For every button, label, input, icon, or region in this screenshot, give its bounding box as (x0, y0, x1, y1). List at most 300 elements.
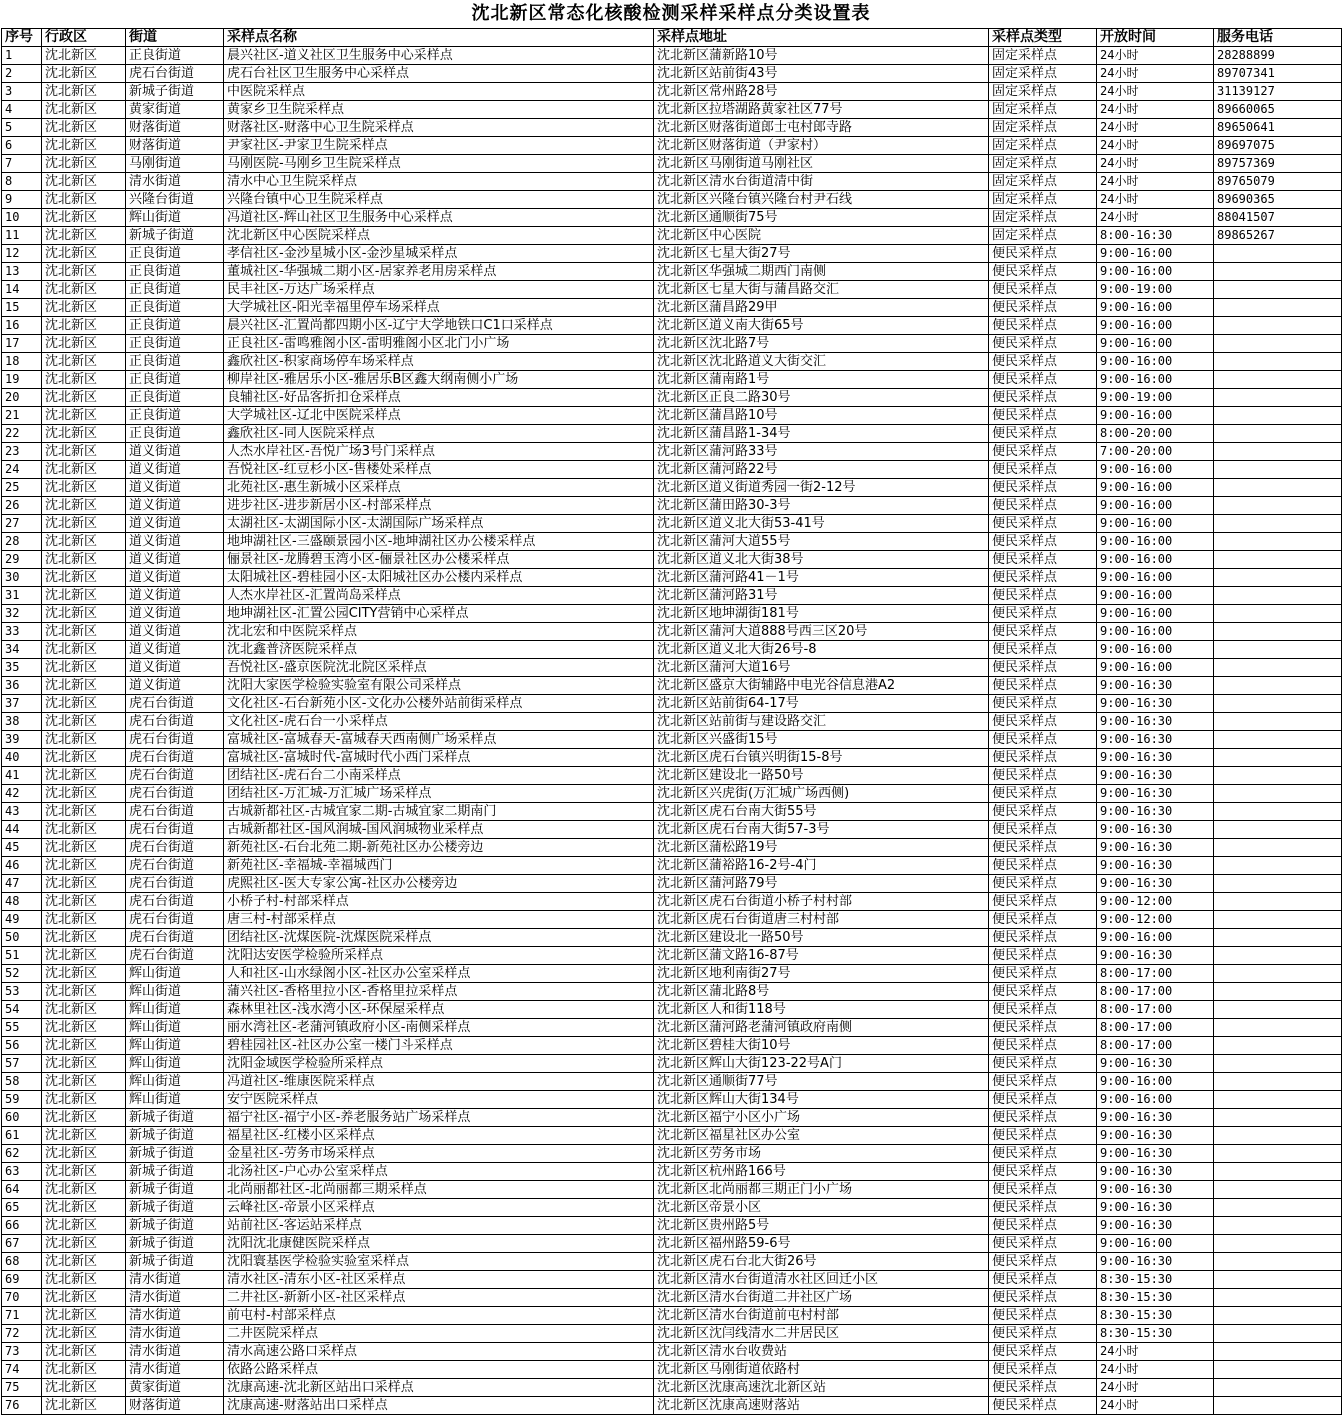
cell-district: 沈北新区 (42, 587, 126, 605)
cell-site-name: 富城社区-富城时代-富城时代小西门采样点 (224, 749, 654, 767)
cell-index: 3 (2, 83, 42, 101)
cell-street: 清水街道 (126, 1271, 224, 1289)
table-row (2, 803, 1342, 821)
cell-open-hours: 9:00-16:00 (1097, 551, 1214, 569)
cell-district: 沈北新区 (42, 893, 126, 911)
cell-index: 56 (2, 1037, 42, 1055)
cell-phone (1214, 1361, 1342, 1379)
cell-index: 23 (2, 443, 42, 461)
cell-address: 沈北新区虎石台北大街26号 (654, 1253, 989, 1271)
table-row (2, 785, 1342, 803)
cell-phone (1214, 1163, 1342, 1181)
cell-street: 正良街道 (126, 47, 224, 65)
cell-open-hours: 9:00-16:30 (1097, 947, 1214, 965)
cell-street: 道义街道 (126, 461, 224, 479)
cell-site-type: 便民采样点 (989, 785, 1097, 803)
cell-open-hours: 9:00-16:30 (1097, 677, 1214, 695)
cell-district: 沈北新区 (42, 1127, 126, 1145)
cell-district: 沈北新区 (42, 1379, 126, 1397)
cell-site-type: 便民采样点 (989, 1343, 1097, 1361)
cell-open-hours: 9:00-16:00 (1097, 245, 1214, 263)
cell-district: 沈北新区 (42, 965, 126, 983)
cell-index: 11 (2, 227, 42, 245)
cell-district: 沈北新区 (42, 1019, 126, 1037)
cell-site-name: 人杰水岸社区-汇置尚岛采样点 (224, 587, 654, 605)
cell-site-name: 新苑社区-石台北苑二期-新苑社区办公楼旁边 (224, 839, 654, 857)
cell-index: 12 (2, 245, 42, 263)
cell-address: 沈北新区建设北一路50号 (654, 929, 989, 947)
cell-street: 正良街道 (126, 335, 224, 353)
cell-phone (1214, 299, 1342, 317)
cell-site-type: 便民采样点 (989, 1163, 1097, 1181)
cell-address: 沈北新区蒲北路8号 (654, 983, 989, 1001)
cell-site-name: 虎熙社区-医大专家公寓-社区办公楼旁边 (224, 875, 654, 893)
column-header-site-type: 采样点类型 (989, 29, 1097, 47)
cell-index: 40 (2, 749, 42, 767)
cell-district: 沈北新区 (42, 569, 126, 587)
cell-index: 57 (2, 1055, 42, 1073)
table-row (2, 317, 1342, 335)
cell-phone: 89757369 (1214, 155, 1342, 173)
cell-district: 沈北新区 (42, 623, 126, 641)
table-row (2, 1181, 1342, 1199)
cell-site-name: 孝信社区-金沙星城小区-金沙星城采样点 (224, 245, 654, 263)
cell-phone: 89650641 (1214, 119, 1342, 137)
cell-phone (1214, 641, 1342, 659)
cell-phone (1214, 695, 1342, 713)
table-row (2, 353, 1342, 371)
cell-site-type: 便民采样点 (989, 857, 1097, 875)
cell-index: 25 (2, 479, 42, 497)
cell-open-hours: 8:00-17:00 (1097, 983, 1214, 1001)
cell-address: 沈北新区人和街118号 (654, 1001, 989, 1019)
cell-phone (1214, 857, 1342, 875)
table-row (2, 1325, 1342, 1343)
cell-index: 76 (2, 1397, 42, 1415)
cell-street: 道义街道 (126, 641, 224, 659)
cell-index: 9 (2, 191, 42, 209)
cell-open-hours: 9:00-16:30 (1097, 695, 1214, 713)
cell-street: 正良街道 (126, 281, 224, 299)
cell-street: 虎石台街道 (126, 767, 224, 785)
cell-address: 沈北新区虎石台镇兴明街15-8号 (654, 749, 989, 767)
cell-address: 沈北新区盛京大街辅路中电光谷信息港A2 (654, 677, 989, 695)
cell-index: 28 (2, 533, 42, 551)
cell-street: 新城子街道 (126, 1181, 224, 1199)
table-row (2, 587, 1342, 605)
cell-phone (1214, 353, 1342, 371)
cell-site-name: 冯道社区-辉山社区卫生服务中心采样点 (224, 209, 654, 227)
cell-site-type: 便民采样点 (989, 821, 1097, 839)
cell-district: 沈北新区 (42, 1145, 126, 1163)
cell-street: 道义街道 (126, 569, 224, 587)
cell-phone (1214, 1109, 1342, 1127)
cell-address: 沈北新区蒲河路41－1号 (654, 569, 989, 587)
cell-open-hours: 9:00-16:00 (1097, 497, 1214, 515)
table-row (2, 173, 1342, 191)
cell-address: 沈北新区蒲河路22号 (654, 461, 989, 479)
cell-street: 正良街道 (126, 425, 224, 443)
cell-street: 虎石台街道 (126, 929, 224, 947)
cell-open-hours: 8:30-15:30 (1097, 1307, 1214, 1325)
cell-site-name: 云峰社区-帝景小区采样点 (224, 1199, 654, 1217)
cell-site-type: 便民采样点 (989, 245, 1097, 263)
table-row (2, 1109, 1342, 1127)
cell-address: 沈北新区蒲河大道55号 (654, 533, 989, 551)
cell-site-name: 吾悦社区-红豆杉小区-售楼处采样点 (224, 461, 654, 479)
cell-open-hours: 9:00-16:00 (1097, 659, 1214, 677)
table-row (2, 893, 1342, 911)
cell-phone (1214, 731, 1342, 749)
cell-phone (1214, 677, 1342, 695)
table-row (2, 335, 1342, 353)
cell-open-hours: 24小时 (1097, 47, 1214, 65)
cell-index: 17 (2, 335, 42, 353)
cell-district: 沈北新区 (42, 767, 126, 785)
cell-open-hours: 9:00-16:30 (1097, 821, 1214, 839)
cell-site-name: 文化社区-石台新苑小区-文化办公楼外站前街采样点 (224, 695, 654, 713)
table-row (2, 47, 1342, 65)
cell-district: 沈北新区 (42, 929, 126, 947)
cell-address: 沈北新区清水台街道前屯村村部 (654, 1307, 989, 1325)
cell-site-type: 固定采样点 (989, 47, 1097, 65)
cell-index: 51 (2, 947, 42, 965)
cell-district: 沈北新区 (42, 101, 126, 119)
cell-address: 沈北新区华强城二期西门南侧 (654, 263, 989, 281)
cell-district: 沈北新区 (42, 785, 126, 803)
cell-district: 沈北新区 (42, 875, 126, 893)
cell-address: 沈北新区站前街与建设路交汇 (654, 713, 989, 731)
cell-index: 41 (2, 767, 42, 785)
cell-phone (1214, 407, 1342, 425)
cell-phone (1214, 335, 1342, 353)
cell-address: 沈北新区北尚丽都三期正门小广场 (654, 1181, 989, 1199)
cell-district: 沈北新区 (42, 479, 126, 497)
cell-street: 马刚街道 (126, 155, 224, 173)
table-row (2, 1217, 1342, 1235)
cell-open-hours: 9:00-16:30 (1097, 1181, 1214, 1199)
cell-site-name: 人和社区-山水绿阁小区-社区办公室采样点 (224, 965, 654, 983)
cell-district: 沈北新区 (42, 803, 126, 821)
cell-address: 沈北新区站前街64-17号 (654, 695, 989, 713)
cell-site-type: 便民采样点 (989, 1379, 1097, 1397)
cell-open-hours: 9:00-16:30 (1097, 731, 1214, 749)
cell-street: 道义街道 (126, 551, 224, 569)
cell-district: 沈北新区 (42, 389, 126, 407)
cell-phone (1214, 893, 1342, 911)
cell-district: 沈北新区 (42, 1217, 126, 1235)
cell-index: 62 (2, 1145, 42, 1163)
cell-site-name: 冯道社区-维康医院采样点 (224, 1073, 654, 1091)
cell-address: 沈北新区马刚街道依路村 (654, 1361, 989, 1379)
cell-district: 沈北新区 (42, 425, 126, 443)
cell-phone (1214, 1073, 1342, 1091)
cell-phone (1214, 839, 1342, 857)
cell-district: 沈北新区 (42, 263, 126, 281)
cell-open-hours: 24小时 (1097, 173, 1214, 191)
cell-open-hours: 9:00-16:30 (1097, 1055, 1214, 1073)
table-title: 沈北新区常态化核酸检测采样采样点分类设置表 (471, 3, 871, 24)
cell-site-name: 二井社区-新新小区-社区采样点 (224, 1289, 654, 1307)
cell-site-name: 古城新都社区-古城宜家二期-古城宜家二期南门 (224, 803, 654, 821)
cell-district: 沈北新区 (42, 65, 126, 83)
table-row (2, 605, 1342, 623)
cell-site-name: 人杰水岸社区-吾悦广场3号门采样点 (224, 443, 654, 461)
cell-open-hours: 8:30-15:30 (1097, 1325, 1214, 1343)
cell-address: 沈北新区贵州路5号 (654, 1217, 989, 1235)
cell-site-name: 小桥子村-村部采样点 (224, 893, 654, 911)
cell-site-name: 地坤湖社区-三盛颐景园小区-地坤湖社区办公楼采样点 (224, 533, 654, 551)
table-row (2, 821, 1342, 839)
cell-address: 沈北新区蒲昌路29甲 (654, 299, 989, 317)
cell-site-type: 便民采样点 (989, 1199, 1097, 1217)
cell-open-hours: 24小时 (1097, 83, 1214, 101)
cell-address: 沈北新区虎石台南大街55号 (654, 803, 989, 821)
cell-street: 道义街道 (126, 479, 224, 497)
cell-site-name: 沈阳大家医学检验实验室有限公司采样点 (224, 677, 654, 695)
cell-district: 沈北新区 (42, 749, 126, 767)
cell-address: 沈北新区辉山大街134号 (654, 1091, 989, 1109)
table-body (2, 47, 1342, 1415)
cell-open-hours: 9:00-16:30 (1097, 749, 1214, 767)
cell-address: 沈北新区福宁小区小广场 (654, 1109, 989, 1127)
cell-open-hours: 9:00-16:00 (1097, 353, 1214, 371)
cell-street: 辉山街道 (126, 1073, 224, 1091)
cell-address: 沈北新区沈康高速沈北新区站 (654, 1379, 989, 1397)
cell-site-name: 森林里社区-浅水湾小区-环保屋采样点 (224, 1001, 654, 1019)
cell-index: 43 (2, 803, 42, 821)
cell-address: 沈北新区清水台街道二井社区广场 (654, 1289, 989, 1307)
cell-site-name: 鑫欣社区-同人医院采样点 (224, 425, 654, 443)
cell-address: 沈北新区兴虎街(万汇城广场西侧) (654, 785, 989, 803)
cell-district: 沈北新区 (42, 947, 126, 965)
cell-phone (1214, 659, 1342, 677)
table-row (2, 623, 1342, 641)
cell-district: 沈北新区 (42, 641, 126, 659)
cell-open-hours: 9:00-16:30 (1097, 1109, 1214, 1127)
cell-phone (1214, 1289, 1342, 1307)
cell-phone (1214, 1307, 1342, 1325)
cell-index: 34 (2, 641, 42, 659)
cell-index: 39 (2, 731, 42, 749)
cell-address: 沈北新区蒲文路16-87号 (654, 947, 989, 965)
table-row (2, 299, 1342, 317)
cell-index: 24 (2, 461, 42, 479)
cell-open-hours: 9:00-16:00 (1097, 515, 1214, 533)
cell-district: 沈北新区 (42, 857, 126, 875)
cell-address: 沈北新区沈北路7号 (654, 335, 989, 353)
table-row (2, 1073, 1342, 1091)
cell-site-type: 便民采样点 (989, 1001, 1097, 1019)
cell-index: 38 (2, 713, 42, 731)
cell-phone (1214, 497, 1342, 515)
table-row (2, 1199, 1342, 1217)
cell-phone (1214, 1199, 1342, 1217)
table-row (2, 551, 1342, 569)
cell-site-name: 福星社区-红楼小区采样点 (224, 1127, 654, 1145)
cell-site-name: 北尚丽都社区-北尚丽都三期采样点 (224, 1181, 654, 1199)
cell-open-hours: 9:00-16:00 (1097, 929, 1214, 947)
cell-open-hours: 9:00-16:00 (1097, 479, 1214, 497)
cell-district: 沈北新区 (42, 461, 126, 479)
cell-index: 13 (2, 263, 42, 281)
cell-open-hours: 9:00-16:00 (1097, 569, 1214, 587)
cell-district: 沈北新区 (42, 155, 126, 173)
cell-index: 26 (2, 497, 42, 515)
cell-district: 沈北新区 (42, 1199, 126, 1217)
table-row (2, 533, 1342, 551)
table-row (2, 1379, 1342, 1397)
cell-district: 沈北新区 (42, 551, 126, 569)
cell-index: 59 (2, 1091, 42, 1109)
table-row (2, 443, 1342, 461)
cell-site-type: 便民采样点 (989, 623, 1097, 641)
cell-site-type: 固定采样点 (989, 65, 1097, 83)
cell-open-hours: 9:00-16:30 (1097, 1253, 1214, 1271)
cell-index: 44 (2, 821, 42, 839)
cell-site-type: 便民采样点 (989, 497, 1097, 515)
cell-address: 沈北新区蒲河路老蒲河镇政府南侧 (654, 1019, 989, 1037)
column-header-index: 序号 (2, 29, 42, 47)
table-row (2, 137, 1342, 155)
cell-district: 沈北新区 (42, 227, 126, 245)
cell-address: 沈北新区道义街道秀园一街2-12号 (654, 479, 989, 497)
cell-phone (1214, 947, 1342, 965)
cell-street: 虎石台街道 (126, 821, 224, 839)
cell-phone (1214, 1217, 1342, 1235)
cell-site-name: 晨兴社区-道义社区卫生服务中心采样点 (224, 47, 654, 65)
cell-site-type: 便民采样点 (989, 695, 1097, 713)
cell-site-type: 固定采样点 (989, 137, 1097, 155)
cell-phone (1214, 713, 1342, 731)
cell-index: 55 (2, 1019, 42, 1037)
cell-address: 沈北新区沈康高速财落站 (654, 1397, 989, 1415)
table-row (2, 227, 1342, 245)
cell-open-hours: 9:00-16:00 (1097, 641, 1214, 659)
cell-open-hours: 24小时 (1097, 101, 1214, 119)
cell-site-name: 富城社区-富城春天-富城春天西南侧广场采样点 (224, 731, 654, 749)
cell-district: 沈北新区 (42, 983, 126, 1001)
cell-index: 72 (2, 1325, 42, 1343)
cell-site-name: 北汤社区-户心办公室采样点 (224, 1163, 654, 1181)
cell-site-type: 便民采样点 (989, 983, 1097, 1001)
cell-street: 道义街道 (126, 677, 224, 695)
cell-district: 沈北新区 (42, 1037, 126, 1055)
cell-address: 沈北新区蒲田路30-3号 (654, 497, 989, 515)
cell-site-type: 便民采样点 (989, 317, 1097, 335)
cell-district: 沈北新区 (42, 1073, 126, 1091)
column-header-district: 行政区 (42, 29, 126, 47)
cell-open-hours: 24小时 (1097, 1343, 1214, 1361)
cell-site-type: 便民采样点 (989, 1397, 1097, 1415)
cell-site-type: 便民采样点 (989, 749, 1097, 767)
cell-open-hours: 9:00-16:30 (1097, 1199, 1214, 1217)
cell-address: 沈北新区福州路59-6号 (654, 1235, 989, 1253)
cell-site-name: 鑫欣社区-积家商场停车场采样点 (224, 353, 654, 371)
cell-open-hours: 9:00-16:00 (1097, 1091, 1214, 1109)
cell-site-name: 黄家乡卫生院采样点 (224, 101, 654, 119)
table-row (2, 101, 1342, 119)
cell-site-type: 便民采样点 (989, 299, 1097, 317)
cell-phone (1214, 749, 1342, 767)
cell-site-name: 新苑社区-幸福城-幸福城西门 (224, 857, 654, 875)
cell-site-name: 良辅社区-好品客折扣仓采样点 (224, 389, 654, 407)
cell-index: 35 (2, 659, 42, 677)
cell-open-hours: 9:00-16:30 (1097, 1217, 1214, 1235)
cell-open-hours: 9:00-19:00 (1097, 389, 1214, 407)
table-row (2, 641, 1342, 659)
cell-index: 5 (2, 119, 42, 137)
cell-site-name: 柳岸社区-雅居乐小区-雅居乐B区鑫大纲南侧小广场 (224, 371, 654, 389)
cell-phone (1214, 1253, 1342, 1271)
table-row (2, 281, 1342, 299)
cell-open-hours: 9:00-16:00 (1097, 587, 1214, 605)
column-header-address: 采样点地址 (654, 29, 989, 47)
cell-site-type: 便民采样点 (989, 1037, 1097, 1055)
cell-index: 20 (2, 389, 42, 407)
cell-site-name: 沈康高速-财落站出口采样点 (224, 1397, 654, 1415)
table-row (2, 119, 1342, 137)
cell-address: 沈北新区清水台收费站 (654, 1343, 989, 1361)
cell-street: 辉山街道 (126, 965, 224, 983)
cell-site-type: 便民采样点 (989, 839, 1097, 857)
cell-site-name: 董城社区-华强城二期小区-居家养老用房采样点 (224, 263, 654, 281)
cell-site-name: 沈阳达安医学检验所采样点 (224, 947, 654, 965)
cell-street: 黄家街道 (126, 101, 224, 119)
cell-site-type: 便民采样点 (989, 1307, 1097, 1325)
cell-district: 沈北新区 (42, 1181, 126, 1199)
cell-site-name: 沈北新区中心医院采样点 (224, 227, 654, 245)
column-header-phone: 服务电话 (1214, 29, 1342, 47)
cell-phone (1214, 1379, 1342, 1397)
cell-address: 沈北新区蒲河路31号 (654, 587, 989, 605)
cell-site-type: 固定采样点 (989, 83, 1097, 101)
cell-district: 沈北新区 (42, 353, 126, 371)
cell-address: 沈北新区蒲松路19号 (654, 839, 989, 857)
cell-address: 沈北新区正良二路30号 (654, 389, 989, 407)
column-header-street: 街道 (126, 29, 224, 47)
cell-site-name: 正良社区-雷鸣雅阁小区-雷明雅阁小区北门小广场 (224, 335, 654, 353)
cell-index: 29 (2, 551, 42, 569)
cell-index: 8 (2, 173, 42, 191)
cell-site-type: 便民采样点 (989, 1109, 1097, 1127)
cell-index: 37 (2, 695, 42, 713)
cell-address: 沈北新区道义北大街26号-8 (654, 641, 989, 659)
cell-phone (1214, 551, 1342, 569)
cell-phone (1214, 1343, 1342, 1361)
cell-district: 沈北新区 (42, 731, 126, 749)
cell-address: 沈北新区虎石台街道小桥子村村部 (654, 893, 989, 911)
cell-index: 42 (2, 785, 42, 803)
cell-address: 沈北新区道义北大街38号 (654, 551, 989, 569)
cell-address: 沈北新区马刚街道马刚社区 (654, 155, 989, 173)
cell-phone (1214, 1145, 1342, 1163)
table-row (2, 659, 1342, 677)
cell-address: 沈北新区财落街道（尹家村） (654, 137, 989, 155)
cell-address: 沈北新区蒲河路33号 (654, 443, 989, 461)
cell-site-name: 北苑社区-惠生新城小区采样点 (224, 479, 654, 497)
cell-district: 沈北新区 (42, 119, 126, 137)
cell-index: 66 (2, 1217, 42, 1235)
table-row (2, 245, 1342, 263)
cell-address: 沈北新区清水台街道清水社区回迁小区 (654, 1271, 989, 1289)
cell-index: 36 (2, 677, 42, 695)
cell-street: 兴隆台街道 (126, 191, 224, 209)
cell-index: 1 (2, 47, 42, 65)
table-row (2, 1019, 1342, 1037)
column-header-site-name: 采样点名称 (224, 29, 654, 47)
cell-address: 沈北新区清水台街道清中街 (654, 173, 989, 191)
